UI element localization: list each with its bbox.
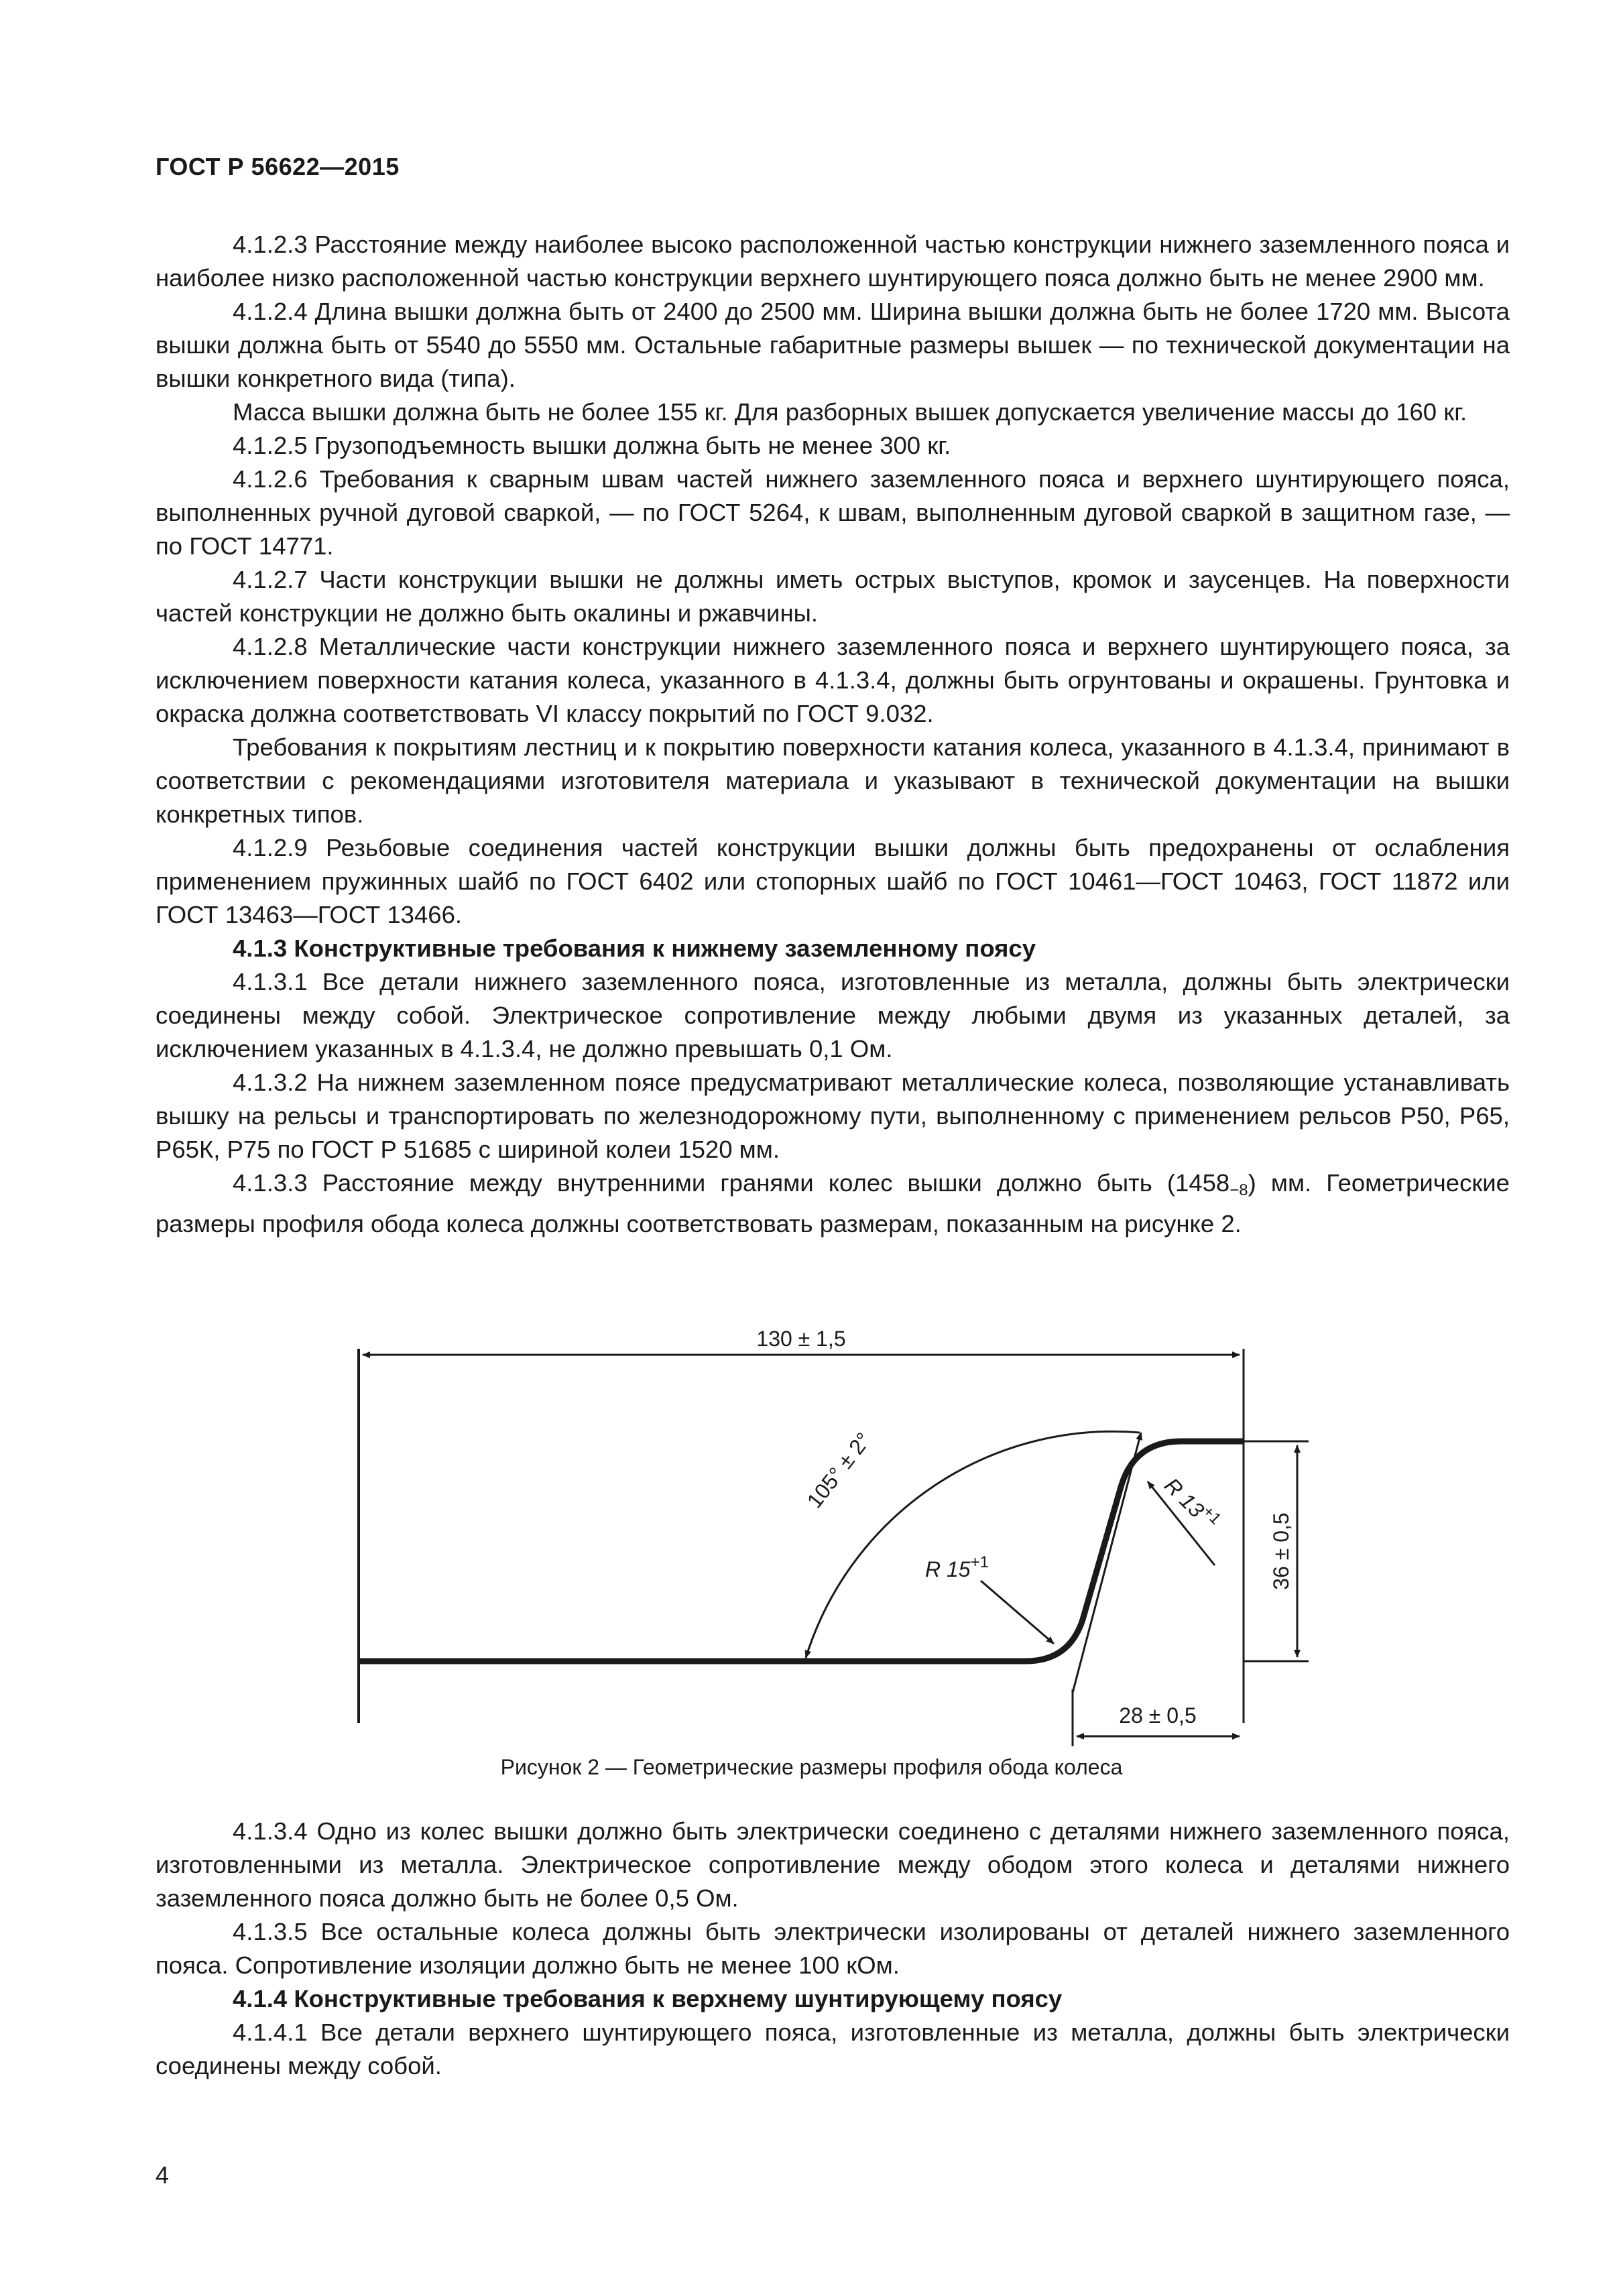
rim-profile-outline (359, 1441, 1244, 1661)
paragraph-part: 4.1.3.3 Расстояние между внутренними гранями колес вышки должно быть (1458 (233, 1169, 1230, 1197)
radius-15-leader (981, 1581, 1054, 1644)
radius-15-tolerance: +1 (970, 1553, 989, 1571)
dim-radius-15-label (925, 1553, 989, 1581)
paragraph: 4.1.2.3 Расстояние между наиболее высоко расположенной частью конструкции нижнего заземленного пояса и наиболее низко расположенной частью конструкции верхнего шунтирующего пояса должно быть не менее 2900 мм. (156, 231, 1510, 292)
paragraph: 4.1.3.4 Одно из колес вышки должно быть электрически соединено с деталями нижнего заземленного пояса, изготовленными из металла. Электрическое сопротивление между ободом этого колеса и деталями нижнего заземленного пояса должно быть не более 0,5 Ом. (156, 1817, 1510, 1912)
tolerance-subscript: −8 (1229, 1181, 1248, 1199)
radius-13-leader (1148, 1482, 1215, 1565)
radius-13-value: R 13 (1160, 1473, 1209, 1522)
paragraph: 4.1.2.4 Длина вышки должна быть от 2400 до 2500 мм. Ширина вышки должна быть не более 1720 мм. Высота вышки должна быть от 5540 до 5550 мм. Остальные габаритные размеры вышек — по технической документации на вышки конкретного вида (типа). (156, 298, 1510, 392)
section-heading: 4.1.4 Конструктивные требования к верхнему шунтирующему поясу (233, 1985, 1063, 2012)
radius-13-tolerance: +1 (1199, 1502, 1225, 1528)
flank-extension-line (1073, 1438, 1140, 1693)
paragraph: 4.1.2.6 Требования к сварным швам частей нижнего заземленного пояса и верхнего шунтирующего пояса, выполненных ручной дуговой сваркой, — по ГОСТ 5264, к швам, выполненным дуговой сваркой в защитном газе, — по ГОСТ 14771. (156, 465, 1510, 560)
paragraph: 4.1.2.8 Металлические части конструкции нижнего заземленного пояса и верхнего шунтирующего пояса, за исключением поверхности катания колеса, указанного в 4.1.3.4, должны быть огрунтованы и окрашены. Грунтовка и окраска должна соответствовать VI классу покрытий по ГОСТ 9.032. (156, 633, 1510, 727)
paragraph-4-1-3-3 (156, 1166, 1510, 1241)
dim-angle-label: 105° ± 2° (802, 1428, 876, 1513)
dim-radius-13-label (1160, 1470, 1225, 1535)
body-text-top (156, 228, 1510, 1241)
dim-width-label: 130 ± 1,5 (756, 1327, 846, 1351)
paragraph: Масса вышки должна быть не более 155 кг. Для разборных вышек допускается увеличение массы до 160 кг. (233, 398, 1467, 426)
body-text-bottom (156, 1815, 1510, 2083)
paragraph: 4.1.3.1 Все детали нижнего заземленного пояса, изготовленные из металла, должны быть электрически соединены между собой. Электрическое сопротивление между любыми двумя из указанных деталей, за исключением указанных в 4.1.3.4, не должно превышать 0,1 Ом. (156, 968, 1510, 1063)
radius-15-value: R 15 (925, 1557, 971, 1581)
paragraph: 4.1.2.5 Грузоподъемность вышки должна быть не менее 300 кг. (233, 432, 951, 459)
paragraph: 4.1.2.7 Части конструкции вышки не должны иметь острых выступов, кромок и заусенцев. На поверхности частей конструкции не должно быть окалины и ржавчины. (156, 566, 1510, 627)
figure-caption: Рисунок 2 — Геометрические размеры профиля обода колеса (500, 1755, 1123, 1779)
dim-height-label: 36 ± 0,5 (1269, 1512, 1293, 1590)
angle-arrow-head (1140, 1433, 1141, 1438)
page-header-standard-id: ГОСТ Р 56622—2015 (156, 153, 400, 180)
section-heading: 4.1.3 Конструктивные требования к нижнему заземленному поясу (233, 934, 1036, 962)
paragraph: 4.1.4.1 Все детали верхнего шунтирующего пояса, изготовленные из металла, должны быть электрически соединены между собой. (156, 2018, 1510, 2079)
paragraph: Требования к покрытиям лестниц и к покрытию поверхности катания колеса, указанного в 4.1.3.4, принимают в соответствии с рекомендациями изготовителя материала и указывают в технической документации на вышки конкретных типов. (156, 733, 1510, 828)
paragraph: 4.1.2.9 Резьбовые соединения частей конструкции вышки должны быть предохранены от ослабления применением пружинных шайб по ГОСТ 6402 или стопорных шайб по ГОСТ 10461—ГОСТ 10463, ГОСТ 11872 или ГОСТ 13463—ГОСТ 13466. (156, 834, 1510, 928)
dim-bottom-label: 28 ± 0,5 (1119, 1703, 1197, 1728)
page-number: 4 (156, 2161, 170, 2189)
paragraph-part: ) мм. Геометрические размеры профиля обода колеса должны соответствовать размерам, показанным на рисунке 2. (156, 1169, 1510, 1237)
angle-dimension-arc (806, 1431, 1140, 1658)
paragraph: 4.1.3.5 Все остальные колеса должны быть электрически изолированы от деталей нижнего заземленного пояса. Сопротивление изоляции должно быть не менее 100 кОм. (156, 1918, 1510, 1979)
paragraph: 4.1.3.2 На нижнем заземленном поясе предусматривают металлические колеса, позволяющие устанавливать вышку на рельсы и транспортировать по железнодорожному пути, выполненному с применением рельсов Р50, Р65, Р65К, Р75 по ГОСТ Р 51685 с шириной колеи 1520 мм. (156, 1069, 1510, 1163)
